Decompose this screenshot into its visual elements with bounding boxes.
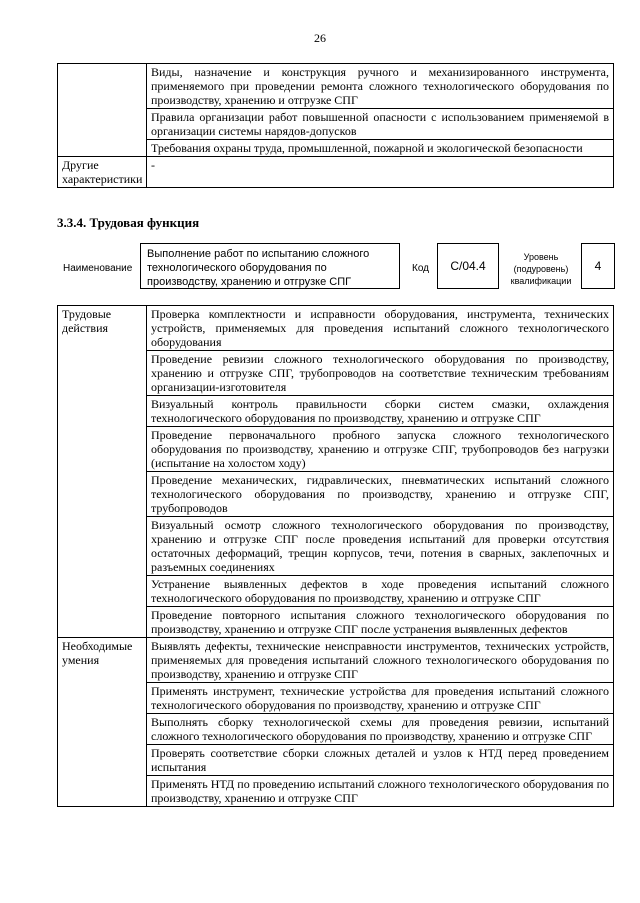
action-item: Визуальный контроль правильности сборки систем смазки, охлаждения технологического оборудования по производству, хранению и отгрузке СПГ (147, 396, 614, 427)
action-item: Проведение первоначального пробного запуска сложного технологического оборудования по производству, хранению и отгрузке СПГ, трубопроводов без нагрузки (испытание на холостом ходу) (147, 427, 614, 472)
skill-item: Применять НТД по проведению испытаний сложного технологического оборудования по производству, хранению и отгрузке СПГ (147, 776, 614, 807)
function-table (57, 305, 614, 807)
other-characteristics-label: Другие характеристики (58, 157, 147, 188)
skill-item: Проверять соответствие сборки сложных деталей и узлов к НТД перед проведением испытания (147, 745, 614, 776)
function-name-box: Выполнение работ по испытанию сложного технологического оборудования по производству, хранению и отгрузке СПГ (140, 243, 400, 289)
table-row (58, 157, 614, 188)
level-label: Уровень (подуровень) квалификации (510, 252, 572, 286)
action-item: Проведение механических, гидравлических, пневматических испытаний сложного технологического оборудования по производству, хранению и отгрузке СПГ, трубопроводов (147, 472, 614, 517)
knowledge-table (57, 63, 614, 188)
section-heading: 3.3.4. Трудовая функция (57, 215, 200, 230)
page-number: 26 (314, 31, 326, 45)
action-item: Проверка комплектности и исправности оборудования, инструмента, технических устройств, применяемых для проведения испытаний сложного технологического оборудования (147, 306, 614, 351)
skill-item: Выявлять дефекты, технические неисправности инструментов, технических устройств, применяемых для проведения испытаний сложного технологического оборудования по производству, хранению и отгрузке СПГ (147, 638, 614, 683)
code-label: Код (412, 263, 430, 274)
actions-label: Трудовые действия (58, 306, 147, 638)
table-row (58, 306, 614, 351)
table-row (58, 64, 614, 109)
level-box: 4 (581, 243, 615, 289)
knowledge-item: Виды, назначение и конструкция ручного и механизированного инструмента, применяемого при проведении ремонта сложного технологического оборудования по производству, хранению и отгрузке СПГ (147, 64, 614, 109)
knowledge-label-cell (58, 64, 147, 157)
table-row (58, 638, 614, 683)
name-label: Наименование (63, 263, 133, 274)
skills-label: Необходимые умения (58, 638, 147, 807)
knowledge-item: Правила организации работ повышенной опасности с использованием применяемой в организации системы нарядов-допусков (147, 109, 614, 140)
skill-item: Применять инструмент, технические устройства для проведения испытаний сложного технологического оборудования по производству, хранению и отгрузке СПГ (147, 683, 614, 714)
knowledge-item: Требования охраны труда, промышленной, пожарной и экологической безопасности (147, 140, 614, 157)
other-characteristics-value: - (147, 157, 614, 188)
code-box: C/04.4 (437, 243, 499, 289)
action-item: Устранение выявленных дефектов в ходе проведения испытаний сложного технологического оборудования по производству, хранению и отгрузке СПГ (147, 576, 614, 607)
action-item: Проведение повторного испытания сложного технологического оборудования по производству, хранению и отгрузке СПГ после устранения выявленных дефектов (147, 607, 614, 638)
skill-item: Выполнять сборку технологической схемы для проведения ревизии, испытаний сложного технологического оборудования по производству, хранению и отгрузке СПГ (147, 714, 614, 745)
action-item: Проведение ревизии сложного технологического оборудования по производству, хранению и отгрузке СПГ, трубопроводов на соответствие техническим требованиям организации-изготовителя (147, 351, 614, 396)
action-item: Визуальный осмотр сложного технологического оборудования по производству, хранению и отгрузке СПГ после проведения испытаний для проверки отсутствия остаточных деформаций, трещин корпусов, течи, потения в сварных, заклепочных и разъемных соединениях (147, 517, 614, 576)
